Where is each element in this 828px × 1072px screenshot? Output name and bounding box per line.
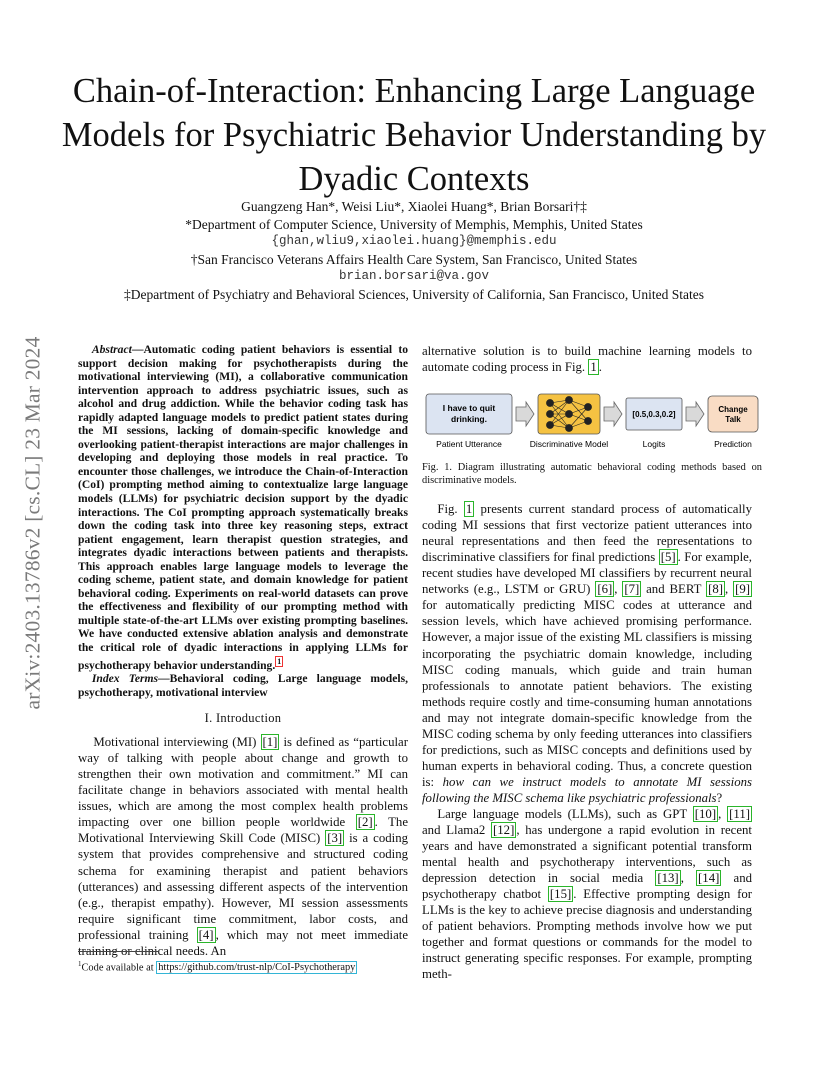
author-names: Guangzeng Han*, Weisi Liu*, Xiaolei Huang*, Brian Borsari†‡ (241, 199, 587, 214)
prediction-box (708, 396, 758, 432)
arrow-icon (686, 402, 704, 426)
figure-link[interactable]: 1 (590, 360, 597, 375)
arrow-icon (516, 402, 534, 426)
code-url-link[interactable]: https://github.com/trust-nlp/CoI-Psychotherapy (158, 962, 356, 974)
utterance-text-line-2: drinking. (451, 414, 487, 424)
citation-link[interactable]: [8] (708, 582, 723, 597)
citation-link[interactable]: [5] (660, 550, 676, 565)
abstract-label: Abstract (91, 343, 132, 356)
logits-text: [0.5,0.3,0.2] (632, 410, 676, 419)
label-discriminative-model: Discriminative Model (529, 439, 609, 449)
abstract-body: —Automatic coding patient behaviors is essential to support decision making for psychotherapists during the motivational interviewing (MI), a collaborative communication intervention approach to address psychiatric issues, such as alcohol and drug addiction. While the behavior coding task has rapidly adapted language models to predict patient states during the MI sessions, lacking of domain-specific knowledge and overlooking patient-therapist interactions are major challenges in developing and deploying those models in real practice. To encounter those challenges, we introduce the Chain-of-Interaction (CoI) prompting method aiming to contextualize large language models (LLMs) for psychiatric decision support by the dyadic interactions. The CoI prompting approach systematically breaks down the coding task into three key reasoning steps, extract patient engagement, learn therapist question strategies, and integrates dyadic interactions between patients and therapists. This approach enables large language models to leverage the coding scheme, patient state, and domain knowledge for patient behavioral coding. Experiments on real-world datasets can prove the effectiveness and flexibility of our prompting method with multiple state-of-the-art LLMs over existing prompting baselines. We have conducted extensive ablation analysis and demonstrate the critical role of dyadic interactions in applying LLMs for psychotherapy behavior understanding. (78, 343, 408, 672)
index-terms-body: —Behavioral coding, Large language models, psychotherapy, motivational interview (78, 671, 408, 699)
utterance-text-line-1: I have to quit (442, 403, 496, 413)
email-2: brian.borsari@va.gov (338, 269, 490, 284)
prediction-text-line-1: Change (718, 405, 748, 414)
citation-link[interactable]: [7] (624, 582, 640, 597)
affiliation-3: ‡Department of Psychiatry and Behavioral Sciences, University of California, San Francisco, United States (124, 286, 704, 302)
prediction-text-line-2: Talk (725, 415, 741, 424)
label-logits: Logits (642, 439, 666, 449)
footnote-rule (78, 951, 158, 952)
arrow-icon (604, 402, 622, 426)
citation-link[interactable]: [11] (729, 806, 750, 821)
footnote: $^1$Code available at https://github.com/trust-nlp/CoI-Psychotherapy (78, 960, 356, 974)
intro-paragraph: Motivational interviewing (MI) [1] is defined as “particular way of talking with people about change and growth to strengthen their own motivation and commitment.” MI can facilitate change in behaviors associated with mental health issues, which are among the most complex health problems impacting over one billion people worldwide [2] . The Motivational Interviewing Skill Code (MISC) [3] is a coding system that provides comprehensive and structured coding schema for examining therapist and patient behaviors (utterances) and assessing different aspects of the intervention (e.g., therapist empathy). However, MI session assessments require significant time commitment, labor costs, and professional training [4] , which may not meet immediate training or clinical needs. An (78, 735, 409, 958)
index-terms (78, 672, 408, 699)
footnote-marker[interactable]: 1 (277, 656, 282, 666)
citation-link[interactable]: [12] (493, 823, 515, 838)
label-patient-utterance: Patient Utterance (436, 439, 502, 449)
figure-discussion-paragraph: Fig. 1 presents current standard process of automatically coding MI sessions that first vectorize patient utterances into neural representations and then feed the representations to discriminative classifiers for final predictions [5] . For example, recent studies have developed MI classifiers by recurrent neural networks (e.g., LSTM or GRU) [6] , [7] and BERT [8] , [9] for automatically predicting MISC codes at utterance and session levels, which have achieved promising performance. However, a major issue of the existing ML classifiers is missing incorporating the psychiatric domain knowledge, including MISC coding manuals, which guide and train human professionals to annotate patient behaviors. The existing methods require costly and time-consuming human annotations and may not integrate domain-specific knowledge from the MISC coding schema by only feeding utterances into classifiers for predictions, such as MISC concepts and definitions used by human experts in behavioral coding. Thus, a concrete question is: how can we instruct models to annotate MI sessions following the MISC schema like psychiatric professionals? (422, 502, 753, 805)
email-1: {ghan,wliu9,xiaolei.huang}@memphis.edu (271, 234, 557, 249)
figure-link[interactable]: 1 (465, 502, 473, 517)
citation-link[interactable]: [4] (198, 927, 214, 942)
figure-caption: Fig. 1. Diagram illustrating automatic behavioral coding methods based on discriminative models. (422, 462, 762, 486)
citation-link[interactable]: [15] (549, 887, 572, 902)
left-column (78, 343, 408, 959)
llm-paragraph: Large language models (LLMs), such as GPT [10] , [11] and Llama2 [12] , has undergone a rapid evolution in recent years and have demonstrated a significant potential transform mental health and psychotherapy interventions, such as depression detection in social media [13] , [14] and psychotherapy chatbot [15] . Effective prompting design for LLMs is the key to achieve precise diagnosis and understanding of patient behaviors. Prompting methods involve how we put together and format questions or commands for the model to instruct generating specific responses. For example, prompting meth- (422, 806, 752, 982)
citation-link[interactable]: [6] (597, 582, 613, 597)
section-heading-introduction: I. Introduction (204, 711, 282, 726)
citation-link[interactable]: [3] (327, 831, 343, 846)
citation-link[interactable]: [2] (357, 815, 373, 830)
figure-1 (422, 390, 762, 486)
abstract (78, 343, 408, 672)
citation-link[interactable]: [14] (698, 871, 720, 886)
pipeline-diagram (422, 390, 762, 450)
affiliation-1: *Department of Computer Science, University of Memphis, Memphis, United States (185, 216, 643, 232)
author-block (60, 198, 768, 304)
label-prediction: Prediction (714, 439, 752, 449)
continuation-paragraph: alternative solution is to build machine learning models to automate coding process in Fig. 1 . (422, 344, 752, 375)
arxiv-identifier: arXiv:2403.13786v2 [cs.CL] 23 Mar 2024 (20, 335, 45, 710)
paper-title: Chain-of-Interaction: Enhancing Large Language Models for Psychiatric Behavior Understanding by Dyadic Contexts (61, 72, 767, 198)
citation-link[interactable]: [10] (694, 806, 717, 821)
citation-link[interactable]: [13] (657, 871, 679, 886)
citation-link[interactable]: [1] (262, 735, 278, 750)
index-terms-label: Index Terms (91, 671, 159, 685)
affiliation-2: †San Francisco Veterans Affairs Health Care System, San Francisco, United States (190, 251, 638, 267)
citation-link[interactable]: [9] (735, 582, 750, 597)
